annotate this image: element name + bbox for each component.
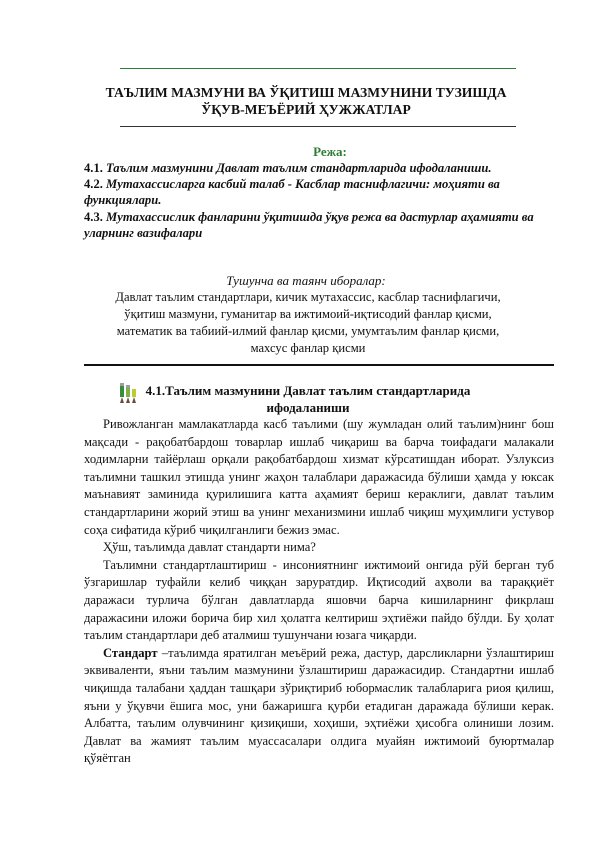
body-text bbox=[84, 416, 554, 768]
term-definition: –таълимда яратилган меъёрий режа, дастур, дарсликларни ўзлаштириш эквиваленти, яъни таълим мазмунини ўзлаштириш даражасидир. Стандартни ишлаб чиқишда талабани ҳаддан ташқари зўриқтириб юбормаслик талабларига риоя қилиш, яъни у ўқувчи ёшига мос, уни бажаришга қурби етадиган даражада бўлиши керак. Албатта, таълим олувчининг қизиқиши, хоҳиши, эҳтиёжи ҳисобга олиниши лозим. Давлат ва жамият таълим муассасалари олдига муайян ижтимоий буюртмалар қўяётган bbox=[84, 645, 554, 766]
title-line-2: ЎҚУВ-МЕЪЁРИЙ ҲУЖЖАТЛАР bbox=[201, 102, 411, 117]
key-concepts-text: Давлат таълим стандартлари, кичик мутахассис, касблар таснифлагичи, ўқитиш мазмуни, гуманитар ва ижтимоий-иқтисодий фанлар қисми, математик ва табиий-илмий фанлар қисми, умумтаълим фанлар қисми, махсус фанлар қисми bbox=[115, 290, 501, 355]
plan-item-text: Мутахассислик фанларини ўқитишда ўқув режа ва дастурлар аҳамияти ва уларнинг вазифалари bbox=[84, 209, 534, 240]
plan-item bbox=[84, 160, 554, 176]
section-divider-rule bbox=[84, 364, 554, 366]
body-paragraph: Ривожланган мамлакатларда касб таълими (шу жумладан олий таълим)нинг бош мақсади - рақобатбардош товарлар ишлаб чиқариш ва барча тоифадаги малакали ходимларни тайёрлаш орқали рақобатбардош хизмат кўрсатишдан иборат. Узлуксиз таълимни ташкил этишда унинг жаҳон талаблари даражасида бўлиши ҳамда у юксак маънавият заминида қурилишига катта аҳамият бериш кераклиги, давлат таълим стандартларини жорий этиш ва унинг механизмини ишлаб чиқиш муҳимлиги устувор соҳа сифатида кўриб чиқилганлиги бежиз эмас. bbox=[84, 417, 554, 537]
body-paragraph: Таълимни стандартлаштириш - инсониятнинг ижтимоий онгида рўй берган туб ўзгаришлар туфайли келиб чиққан заруратдир. Иқтисодий аҳволи ва тараққиёт даражаси турлича бўлган давлатларда яшовчи барча кишиларнинг фикрлаш даражасини иложи борича бир хил ҳолатга келтириш эҳтиёжи пайдо бўлди. Бу ҳолат таълим стандартлари деб аталмиш тушунчани юзага чиқарди. bbox=[84, 557, 554, 643]
plan-item-text: Таълим мазмунини Давлат таълим стандартларида ифодаланиши. bbox=[106, 161, 492, 175]
plan-item bbox=[84, 209, 554, 241]
plan-list bbox=[84, 160, 554, 241]
document-title bbox=[96, 84, 516, 118]
body-paragraph: Ҳўш, таълимда давлат стандарти нима? bbox=[103, 540, 316, 555]
body-paragraph bbox=[84, 645, 554, 768]
top-green-rule bbox=[120, 68, 516, 69]
title-underline-rule bbox=[120, 126, 516, 127]
section-title: 4.1.Таълим мазмунини Давлат таълим стандартларида ифодаланиши bbox=[145, 383, 471, 415]
title-line-1: ТАЪЛИМ МАЗМУНИ ВА ЎҚИТИШ МАЗМУНИНИ ТУЗИШДА bbox=[105, 85, 507, 100]
plan-item-number: 4.2. bbox=[84, 177, 103, 192]
plan-item-number: 4.3. bbox=[84, 209, 103, 224]
plan-item bbox=[84, 176, 554, 208]
term-standard: Стандарт bbox=[103, 645, 158, 660]
key-concepts-heading: Тушунча ва таянч иборалар: bbox=[226, 273, 386, 288]
plan-item-number: 4.1. bbox=[84, 161, 103, 175]
plan-item-text: Мутахассисларга касбий талаб - Касблар таснифлагичи: моҳияти ва функциялари. bbox=[84, 177, 500, 208]
pencil-icon bbox=[118, 381, 138, 405]
plan-heading: Режа: bbox=[313, 144, 347, 159]
